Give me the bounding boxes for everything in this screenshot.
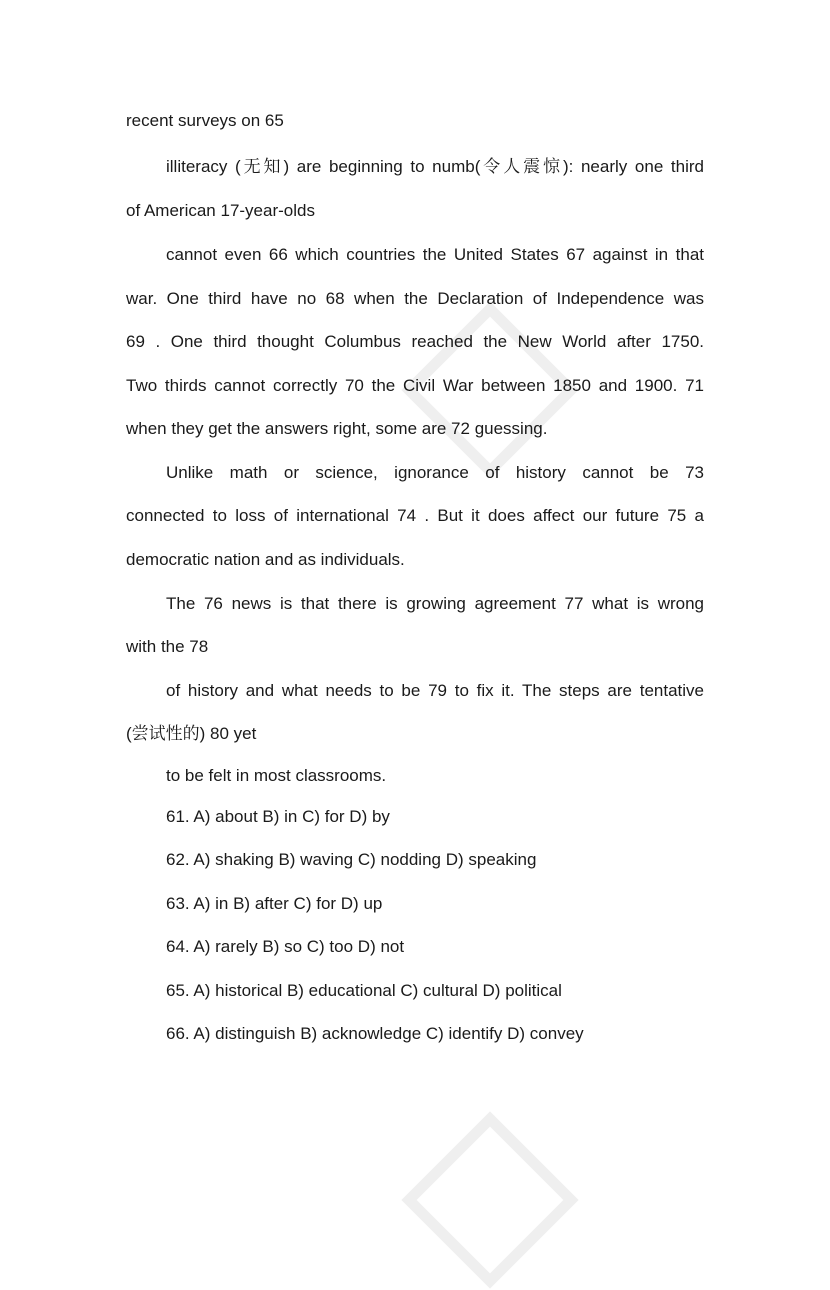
- option-line: 64. A) rarely B) so C) too D) not: [166, 937, 405, 956]
- option-line: 66. A) distinguish B) acknowledge C) identify D) convey: [166, 1024, 584, 1043]
- text-line: cannot even 66 which countries the United States 67 against in that: [166, 245, 704, 264]
- text-line: of American 17-year-olds: [126, 201, 315, 220]
- text-line: democratic nation and as individuals.: [126, 550, 405, 569]
- text-line: to be felt in most classrooms.: [166, 766, 387, 785]
- text-line: The 76 news is that there is growing agreement 77 what is wrong: [166, 594, 704, 613]
- option-line: 62. A) shaking B) waving C) nodding D) speaking: [166, 850, 537, 869]
- text-line: of history and what needs to be 79 to fix it. The steps are tentative: [166, 681, 704, 700]
- text-line: connected to loss of international 74 . But it does affect our future 75 a: [126, 506, 704, 525]
- text-line: Two thirds cannot correctly 70 the Civil War between 1850 and 1900. 71: [126, 376, 704, 395]
- text-line: (尝试性的) 80 yet: [126, 724, 257, 743]
- text-line: when they get the answers right, some are 72 guessing.: [126, 419, 548, 438]
- option-line: 63. A) in B) after C) for D) up: [166, 894, 383, 913]
- text-line: war. One third have no 68 when the Declaration of Independence was: [126, 289, 704, 308]
- text-line: Unlike math or science, ignorance of history cannot be 73: [166, 463, 704, 482]
- option-line: 65. A) historical B) educational C) cultural D) political: [166, 981, 562, 1000]
- watermark-icon: [400, 1110, 580, 1290]
- text-line: with the 78: [126, 637, 209, 656]
- text-line: 69 . One third thought Columbus reached the New World after 1750.: [126, 332, 704, 351]
- text-line: recent surveys on 65: [126, 111, 284, 130]
- option-line: 61. A) about B) in C) for D) by: [166, 807, 390, 826]
- text-line: illiteracy (无知) are beginning to numb(令人震惊): nearly one third: [166, 157, 704, 176]
- watermark-icon: [400, 300, 580, 480]
